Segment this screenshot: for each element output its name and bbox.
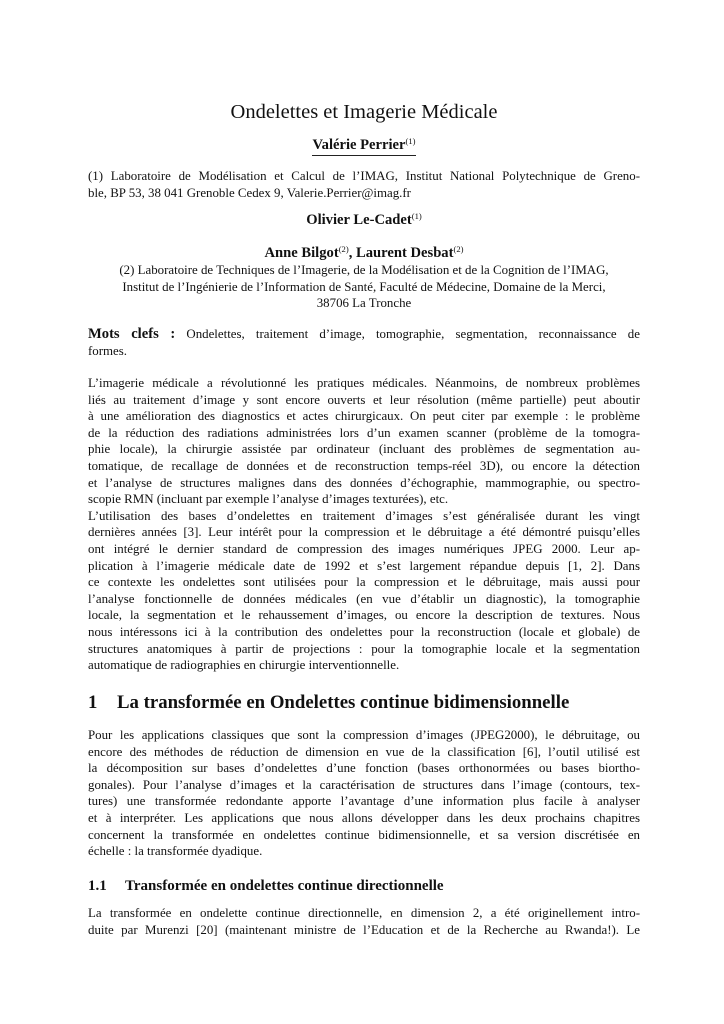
keywords — [88, 326, 640, 359]
body-line: tures) une transformée redondante apporte l’avantage d’une information plus facile à analyser — [88, 794, 640, 809]
affiliation-line: Institut de l’Ingénierie de l’Information de Santé, Faculté de Médecine, Domaine de la Merci, — [122, 279, 606, 294]
body-line: encore des méthodes de réduction de dimension en vue de la classification [6], l’outil utilisé est — [88, 744, 640, 759]
body-line: ce contexte les ondelettes sont utilisées pour la compression et le débruitage, mais aussi pour — [88, 575, 640, 590]
subsection-title: Transformée en ondelettes continue directionnelle — [125, 878, 444, 894]
body-line: L’imagerie médicale a révolutionné les pratiques médicales. Néanmoins, de nombreux problèmes — [88, 376, 640, 390]
body-line: scopie RMN (incluant par exemple l’analyse d’images texturées), etc. — [88, 492, 449, 507]
author-affiliation-mark: (2) — [453, 244, 464, 254]
body-line: de la réduction des radiations administrées lors d’un examen scanner (problème de la tomogra- — [88, 425, 640, 440]
affiliation-line: ble, BP 53, 38 041 Grenoble Cedex 9, Valerie.Perrier@imag.fr — [88, 185, 411, 200]
section-heading — [88, 691, 640, 715]
author-underline — [312, 137, 415, 156]
body-line: nous intéressons ici à la contribution des ondelettes pour la reconstruction (locale et globale) de — [88, 624, 640, 639]
body-line: gonales). Pour l’analyse d’images et la caractérisation de structures dans l’image (contours, tex- — [88, 777, 640, 792]
affiliation-line: (2) Laboratoire de Techniques de l’Imagerie, de la Modélisation et de la Cognition de l’IMAG, — [119, 263, 609, 277]
body-line: ont intégré le dernier standard de compression des images numériques JPEG 2000. Leur ap- — [88, 541, 640, 556]
paper-title: Ondelettes et Imagerie Médicale — [230, 101, 498, 123]
body-line: structures anatomiques à partir de projections : pour la tomographie locale et la segmentation — [88, 641, 640, 656]
section-number: 1 — [88, 692, 98, 713]
affiliation-line: (1) Laboratoire de Modélisation et Calcul de l’IMAG, Institut National Polytechnique de Greno- — [88, 169, 640, 183]
affiliation-1 — [88, 168, 640, 201]
author-block-3 — [88, 243, 640, 264]
keywords-line — [88, 326, 640, 343]
keywords-line: formes. — [88, 343, 128, 358]
author-separator: , — [348, 245, 353, 261]
affiliation-2 — [88, 262, 640, 312]
author-name: Anne Bilgot — [264, 245, 339, 261]
subsection-heading — [88, 876, 640, 896]
body-line: locale, la segmentation et le rehaussement d’images, ou encore la description de textures. Nous — [88, 608, 640, 623]
body-line: la décomposition sur bases d’ondelettes d’une fonction (bases orthonormées ou bases biortho- — [88, 761, 640, 776]
body-line: liés au traitement d’image y sont encore ouverts et leur résolution (même partielle) peut aboutir — [88, 392, 640, 407]
author-block-1 — [88, 135, 640, 156]
body-line: Pour les applications classiques que sont la compression d’images (JPEG2000), le débruitage, ou — [88, 728, 640, 742]
keywords-text: Ondelettes, traitement d’image, tomographie, segmentation, reconnaissance de — [186, 327, 640, 341]
author-name: Laurent Desbat — [356, 245, 454, 261]
keywords-label: Mots clefs : — [88, 326, 176, 342]
author-block-2 — [88, 210, 640, 231]
body-line: automatique de radiographies en chirurgie interventionnelle. — [88, 658, 400, 673]
body-line: et à interpréter. Les applications que nous allons développer dans les deux prochains chapitres — [88, 810, 640, 825]
body-line: à une amélioration des diagnostics et actes chirurgicaux. On peut citer par exemple : le problème — [88, 409, 640, 424]
intro-paragraphs — [88, 375, 640, 674]
author-name: Valérie Perrier — [312, 137, 406, 153]
author-affiliation-mark: (2) — [338, 244, 349, 254]
body-line: dernières années [3]. Leur intérêt pour la compression et le débruitage a été démontré puisqu’elles — [88, 525, 640, 540]
author-affiliation-mark: (1) — [411, 211, 422, 221]
body-line: La transformée en ondelette continue directionnelle, en dimension 2, a été originellement intro- — [88, 906, 640, 920]
body-line: duite par Murenzi [20] (maintenant ministre de l’Education et de la Recherche au Rwanda!). Le — [88, 922, 640, 937]
author-name: Olivier Le-Cadet — [306, 212, 412, 228]
affiliation-line: 38706 La Tronche — [316, 296, 412, 311]
body-line: tomatique, de recallage de données et de reconstruction temps-réel 3D), ou encore la détection — [88, 458, 640, 473]
author-affiliation-mark: (1) — [405, 136, 416, 146]
subsection-number: 1.1 — [88, 878, 107, 894]
body-line: L’utilisation des bases d’ondelettes en traitement d’images s’est généralisée durant les vingt — [88, 508, 640, 523]
body-line: concernent la transformée en ondelettes continue bidimensionnelle, et sa version discrétisée en — [88, 827, 640, 842]
body-line: phie locale), la chirurgie assistée par ordinateur (incluant des problèmes de segmentation au- — [88, 442, 640, 457]
subsection-paragraph — [88, 905, 640, 938]
body-line: et l’analyse de structures malignes dans des données d’échographie, mammographie, ou spectro- — [88, 475, 640, 490]
section-title: La transformée en Ondelettes continue bidimensionnelle — [117, 692, 570, 713]
body-line: plication à l’imagerie médicale date de 1992 et s’est largement répandue depuis [1, 2]. Dans — [88, 558, 640, 573]
body-line: l’analyse fonctionnelle de données médicales (en vue d’établir un diagnostic), la tomographie — [88, 591, 640, 606]
section-paragraph — [88, 727, 640, 860]
body-line: échelle : la transformée dyadique. — [88, 844, 263, 859]
